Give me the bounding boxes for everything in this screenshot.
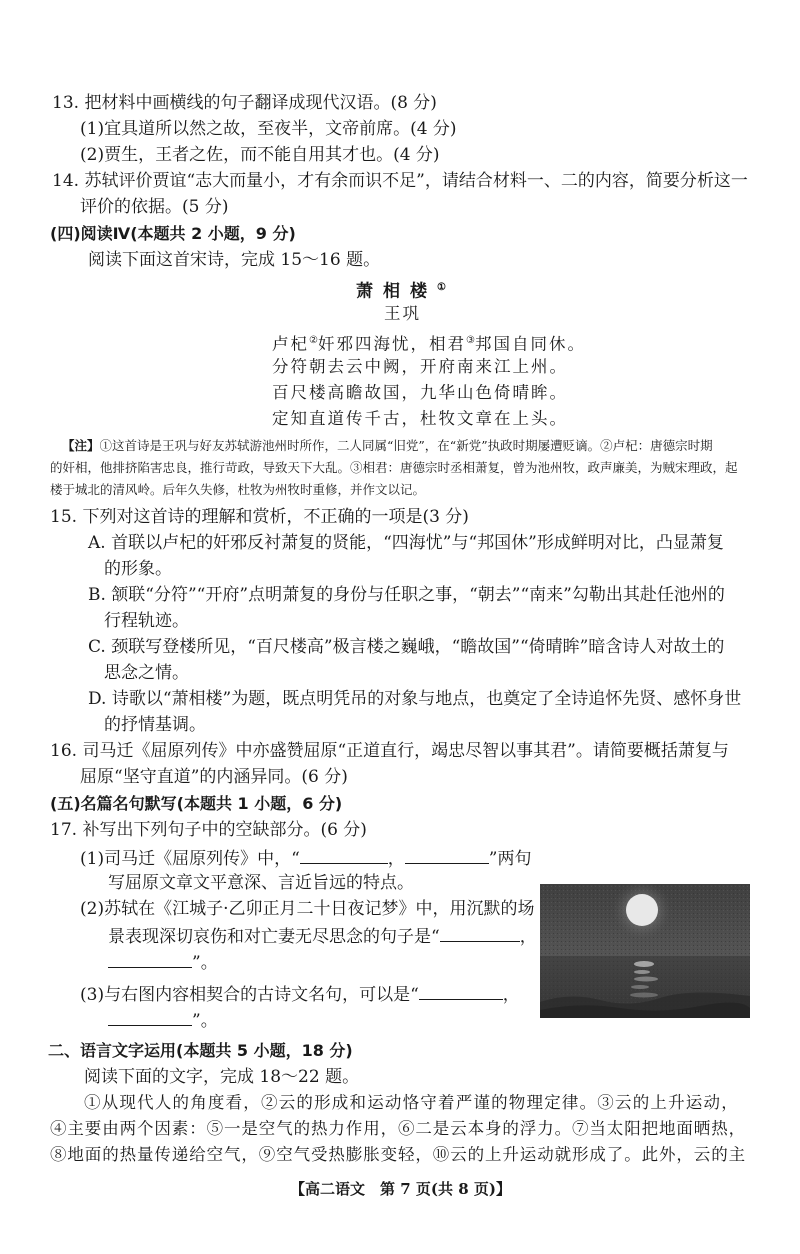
answer-blank[interactable]: [108, 950, 192, 968]
poem-note-line-3: 楼于城北的清风岭。后年久失修，杜牧为州牧时重修，并作文以记。: [50, 482, 426, 497]
q15-option-b-line1: B. 颔联“分符”“开府”点明萧复的身份与任职之事，“朝去”“南来”勾勒出其赴任池州的: [88, 585, 725, 605]
q17-sub3-line2: ”。: [108, 1008, 218, 1032]
passage-line-2: ④主要由两个因素：⑤一是空气的热力作用，⑥二是云本身的浮力。⑦当太阳把地面晒热，: [50, 1119, 746, 1138]
note-label: 【注】: [62, 438, 100, 453]
q14-line1: 14. 苏轼评价贾谊“志大而量小，才有余而识不足”，请结合材料一、二的内容，简要分析这一: [52, 171, 748, 191]
part2-heading: 二、语言文字运用(本题共 5 小题，18 分): [48, 1041, 353, 1060]
page-footer: 【高二语文 第 7 页(共 8 页)】: [290, 1180, 511, 1198]
q17-sub3-line1: (3)与右图内容相契合的古诗文名句，可以是“ ，: [80, 982, 520, 1006]
passage-line-1: ①从现代人的角度看，②云的形成和运动恪守着严谨的物理定律。③云的上升运动，: [84, 1093, 739, 1112]
q15-option-a-line1: A. 首联以卢杞的奸邪反衬萧复的贤能，“四海忧”与“邦国休”形成鲜明对比，凸显萧复: [88, 533, 724, 553]
q15-option-d-line2: 的抒情基调。: [104, 715, 206, 735]
q17-sub1-line1: (1)司马迁《屈原列传》中，“ ， ”两句: [80, 846, 531, 870]
q13-sub1: (1)宜具道所以然之故，至夜半，文帝前席。(4 分): [80, 119, 457, 139]
poem-line-1: 卢杞②奸邪四海忧，相君③邦国自同休。: [272, 334, 586, 354]
poem-title: 萧相楼①: [356, 281, 446, 302]
poem-line-4: 定知直道传千古，杜牧文章在上头。: [272, 409, 568, 428]
section4-intro: 阅读下面这首宋诗，完成 15～16 题。: [88, 250, 381, 270]
moon: [626, 894, 658, 926]
q15-option-a-line2: 的形象。: [104, 559, 172, 579]
q17-sub1-line2: 写屈原文章文平意深、言近旨远的特点。: [108, 873, 414, 893]
poem-title-footnote-mark: ①: [437, 282, 446, 293]
q17-sub2-line1: (2)苏轼在《江城子·乙卯正月二十日夜记梦》中，用沉默的场: [80, 899, 535, 919]
q13-sub2: (2)贾生，王者之佐，而不能自用其才也。(4 分): [80, 145, 440, 165]
poem-line-3: 百尺楼高瞻故国，九华山色倚晴眸。: [272, 383, 568, 402]
answer-blank[interactable]: [405, 846, 489, 864]
answer-blank[interactable]: [440, 924, 520, 942]
q16-line2: 屈原“坚守直道”的内涵异同。(6 分): [80, 767, 348, 787]
answer-blank[interactable]: [300, 846, 388, 864]
q16-line1: 16. 司马迁《屈原列传》中亦盛赞屈原“正道直行，竭忠尽智以事其君”。请简要概括萧复与: [50, 741, 729, 761]
q14-line2: 评价的依据。(5 分): [80, 197, 229, 217]
poem-note-line-1: 【注】①这首诗是王巩与好友苏轼游池州时所作，二人同属“旧党”，在“新党”执政时期屡遭贬谪。②卢杞：唐德宗时期: [62, 438, 713, 453]
passage-line-3: ⑧地面的热量传递给空气，⑨空气受热膨胀变轻，⑩云的上升运动就形成了。此外，云的主: [50, 1145, 746, 1164]
q17-stem: 17. 补写出下列句子中的空缺部分。(6 分): [50, 820, 367, 840]
q13-stem: 13. 把材料中画横线的句子翻译成现代汉语。(8 分): [52, 93, 437, 113]
moon-over-sea-illustration: [540, 884, 750, 1018]
poem-author: 王巩: [384, 304, 421, 323]
section5-heading: (五)名篇名句默写(本题共 1 小题，6 分): [50, 794, 343, 813]
moon-over-sea-photo: [540, 884, 750, 1018]
poem-note-line-2: 的奸相，他排挤陷害忠良，推行苛政，导致天下大乱。③相君：唐德宗时丞相萧复，曾为池州牧，政声廉美，为贼宋理政，起: [50, 460, 738, 475]
part2-intro: 阅读下面的文字，完成 18～22 题。: [84, 1067, 360, 1087]
answer-blank[interactable]: [108, 1008, 192, 1026]
q15-option-c-line1: C. 颈联写登楼所见，“百尺楼高”极言楼之巍峨，“瞻故国”“倚晴眸”暗含诗人对故土的: [88, 637, 725, 657]
q17-sub2-line3: ”。: [108, 950, 218, 974]
poem-line-2: 分符朝去云中阙，开府南来江上州。: [272, 357, 568, 376]
q15-option-c-line2: 思念之情。: [104, 663, 189, 683]
q17-sub2-line2: 景表现深切哀伤和对亡妻无尽思念的句子是“ ，: [108, 924, 537, 948]
q15-stem: 15. 下列对这首诗的理解和赏析，不正确的一项是(3 分): [50, 507, 469, 527]
q15-option-b-line2: 行程轨迹。: [104, 611, 189, 631]
answer-blank[interactable]: [419, 982, 503, 1000]
section4-heading: (四)阅读Ⅳ(本题共 2 小题，9 分): [50, 224, 296, 243]
q15-option-d-line1: D. 诗歌以“萧相楼”为题，既点明凭吊的对象与地点，也奠定了全诗追怀先贤、感怀身世: [88, 689, 742, 709]
